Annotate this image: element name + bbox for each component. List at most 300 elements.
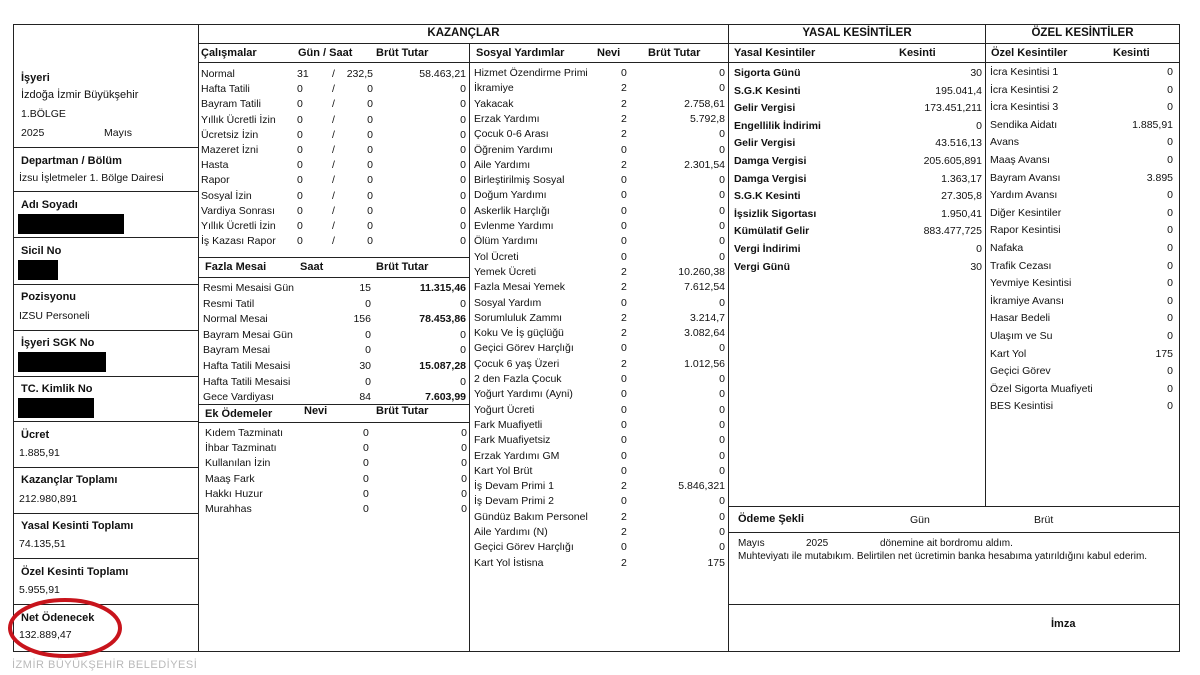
row-saat: 0 (367, 128, 373, 141)
row-brut: 0 (719, 128, 725, 141)
row-saat: 30 (359, 360, 371, 372)
period-year: 2025 (21, 127, 45, 139)
row-label: İşsizlik Sigortası (734, 207, 817, 220)
row-label: Kart Yol (990, 347, 1027, 360)
row-nevi: 0 (363, 503, 369, 515)
table-row (990, 364, 1173, 379)
row-brut: 0 (719, 510, 725, 523)
row-brut: 5.792,8 (689, 112, 725, 125)
yasal-total-label: Yasal Kesinti Toplamı (21, 520, 134, 532)
table-row (734, 260, 982, 275)
row-saat: 15 (359, 282, 371, 294)
row-label: Hasar Bedeli (990, 312, 1051, 325)
row-kesinti: 883.477,725 (923, 225, 982, 238)
row-label: İş Devam Primi 1 (474, 480, 554, 493)
table-row (474, 540, 725, 555)
row-brut: 0 (719, 220, 725, 232)
row-brut: 0 (719, 418, 725, 431)
row-nevi: 0 (621, 449, 627, 462)
row-gun: 0 (297, 174, 303, 187)
footer-logo-text: İZMİR BÜYÜKŞEHİR BELEDİYESİ (12, 659, 198, 671)
row-label: Kullanılan İzin (205, 457, 271, 470)
row-brut: 11.315,46 (419, 282, 466, 294)
table-row (990, 294, 1173, 309)
period-month: Mayıs (104, 127, 133, 139)
row-label: Hizmet Özendirme Primi (474, 67, 588, 79)
row-label: Maaş Avansı (990, 154, 1050, 166)
row-label: Bayram Tatili (201, 98, 261, 111)
sgk-redacted (18, 352, 106, 372)
tc-redacted (18, 398, 94, 418)
row-nevi: 0 (621, 189, 627, 202)
row-label: Rapor Kesintisi (990, 224, 1061, 237)
row-nevi: 2 (621, 265, 627, 278)
table-row (474, 219, 725, 234)
row-kesinti: 0 (1167, 365, 1173, 378)
row-nevi: 0 (621, 250, 627, 263)
table-row (474, 510, 725, 525)
adsoyad-label: Adı Soyadı (21, 199, 78, 211)
row-gun: 0 (297, 83, 303, 96)
table-row (734, 84, 982, 99)
row-kesinti: 173.451,211 (924, 102, 982, 115)
row-brut: 15.087,28 (419, 360, 466, 372)
row-gun: 31 (297, 68, 309, 80)
table-row (474, 127, 725, 142)
table-row (203, 281, 466, 296)
row-nevi: 0 (363, 472, 369, 485)
fazla-h-brut: Brüt Tutar (376, 261, 429, 273)
row-label: Aile Yardımı (N) (474, 526, 548, 538)
row-brut: 2.301,54 (684, 158, 725, 171)
yasal-header: YASAL KESİNTİLER (802, 27, 912, 39)
row-label: Erzak Yardımı (474, 112, 540, 125)
isyeri-label: İşyeri (21, 72, 50, 84)
row-kesinti: 1.885,91 (1132, 118, 1173, 131)
row-saat: 84 (359, 391, 371, 404)
row-nevi: 2 (621, 158, 627, 171)
row-brut: 0 (460, 83, 466, 96)
row-label: Sendika Aidatı (990, 118, 1058, 131)
table-row (734, 242, 982, 257)
row-nevi: 0 (363, 427, 369, 439)
row-label: Yardım Avansı (990, 189, 1058, 202)
table-row (990, 223, 1173, 238)
row-label: Rapor (201, 174, 230, 187)
table-row (990, 241, 1173, 256)
row-label: 2 den Fazla Çocuk (474, 373, 562, 385)
row-label: Sorumluluk Zammı (474, 311, 563, 324)
table-row (201, 173, 466, 188)
row-nevi: 0 (621, 495, 627, 508)
row-brut: 0 (460, 128, 466, 141)
row-nevi: 0 (621, 204, 627, 217)
table-row (201, 143, 466, 158)
table-row (201, 189, 466, 204)
table-row (474, 341, 725, 356)
row-label: Ücretsiz İzin (201, 128, 259, 141)
row-brut: 0 (719, 174, 725, 187)
row-brut: 0 (719, 373, 725, 385)
table-row (205, 502, 467, 517)
row-brut: 0 (719, 296, 725, 309)
yasal-h-val: Kesinti (899, 47, 936, 59)
row-nevi: 0 (621, 373, 627, 385)
table-row (474, 479, 725, 494)
row-kesinti: 27.305,8 (941, 190, 982, 203)
row-label: Geçici Görev (990, 365, 1051, 378)
row-label: Çocuk 6 yaş Üzeri (474, 357, 560, 370)
row-gun: 0 (297, 98, 303, 111)
table-row (205, 441, 467, 456)
separator-slash: / (332, 113, 335, 126)
row-label: Kıdem Tazminatı (205, 427, 284, 439)
row-brut: 0 (719, 541, 725, 554)
row-label: İhbar Tazminatı (205, 442, 277, 455)
ek-h-nevi: Nevi (304, 405, 328, 417)
kazanc-total-value: 212.980,891 (19, 493, 78, 505)
table-row (201, 113, 466, 128)
row-brut: 3.214,7 (689, 311, 725, 324)
row-gun: 0 (297, 128, 303, 141)
row-saat: 0 (367, 83, 373, 96)
net-label: Net Ödenecek (21, 612, 95, 624)
row-nevi: 0 (363, 457, 369, 470)
row-nevi: 2 (621, 97, 627, 110)
table-row (474, 449, 725, 464)
row-gun: 0 (297, 113, 303, 126)
row-nevi: 0 (621, 541, 627, 554)
yasal-total-value: 74.135,51 (19, 538, 66, 550)
row-brut: 0 (460, 297, 466, 310)
row-brut: 58.463,21 (419, 68, 466, 80)
row-kesinti: 0 (1167, 224, 1173, 237)
table-row (474, 372, 725, 387)
row-label: İcra Kesintisi 3 (990, 101, 1059, 114)
row-label: Gelir Vergisi (734, 102, 796, 115)
row-label: Maaş Fark (205, 472, 255, 485)
row-label: Yemek Ücreti (474, 265, 537, 278)
row-label: Yıllık Ücretli İzin (201, 220, 276, 232)
row-label: Yoğurt Ücreti (474, 403, 535, 416)
row-brut: 3.082,64 (684, 327, 725, 340)
row-brut: 0 (461, 503, 467, 515)
row-nevi: 0 (621, 143, 627, 156)
table-row (474, 464, 725, 479)
table-row (990, 153, 1173, 168)
row-label: Erzak Yardımı GM (474, 449, 560, 462)
table-row (734, 189, 982, 204)
table-row (474, 250, 725, 265)
row-label: Hakkı Huzur (205, 487, 263, 500)
fazla-h-name: Fazla Mesai (205, 261, 267, 273)
ozel-total-value: 5.955,91 (19, 584, 60, 596)
row-nevi: 0 (621, 67, 627, 79)
table-row (474, 204, 725, 219)
row-kesinti: 175 (1155, 347, 1173, 360)
row-label: Aile Yardımı (474, 158, 531, 171)
row-brut: 0 (460, 344, 466, 357)
row-label: Mazeret İzni (201, 144, 259, 156)
row-nevi: 0 (621, 388, 627, 401)
table-row (203, 343, 466, 358)
row-saat: 0 (367, 113, 373, 126)
ozel-h-name: Özel Kesintiler (991, 47, 1068, 59)
row-brut: 0 (719, 434, 725, 447)
row-label: Resmi Mesaisi Gün (203, 282, 295, 294)
row-brut: 0 (461, 472, 467, 485)
row-brut: 78.453,86 (419, 313, 466, 326)
separator-slash: / (332, 98, 335, 111)
row-label: İş Kazası Rapor (201, 235, 276, 248)
row-brut: 0 (460, 144, 466, 156)
row-nevi: 0 (621, 296, 627, 309)
row-brut: 0 (460, 328, 466, 341)
table-row (205, 456, 467, 471)
row-brut: 0 (719, 82, 725, 95)
table-row (203, 359, 466, 374)
row-label: Fark Muafiyetli (474, 418, 543, 431)
ucret-label: Ücret (21, 429, 50, 441)
row-label: İkramiye (474, 82, 514, 95)
table-row (734, 154, 982, 169)
row-kesinti: 0 (1167, 83, 1173, 96)
row-nevi: 0 (621, 235, 627, 248)
sosyal-h-brut: Brüt Tutar (648, 47, 701, 59)
adsoyad-redacted (18, 214, 124, 234)
net-highlight-circle (6, 596, 124, 660)
calisma-h-gun: Gün / Saat (298, 47, 353, 59)
row-label: Murahhas (205, 503, 252, 515)
table-row (990, 347, 1173, 362)
row-gun: 0 (297, 189, 303, 202)
table-row (203, 297, 466, 312)
row-saat: 156 (353, 313, 371, 326)
row-gun: 0 (297, 204, 303, 217)
row-brut: 0 (719, 250, 725, 263)
row-label: Yoğurt Yardımı (Ayni) (474, 388, 573, 401)
table-row (734, 66, 982, 81)
table-row (201, 128, 466, 143)
row-brut: 0 (460, 220, 466, 232)
table-row (203, 328, 466, 343)
row-saat: 0 (367, 144, 373, 156)
table-row (474, 112, 725, 127)
row-label: İcra Kesintisi 1 (990, 66, 1059, 78)
table-row (990, 100, 1173, 115)
table-row (990, 135, 1173, 150)
row-label: Normal Mesai (203, 313, 268, 326)
row-label: S.G.K Kesinti (734, 190, 801, 203)
row-kesinti: 0 (1167, 101, 1173, 114)
row-label: Nafaka (990, 242, 1024, 254)
row-brut: 0 (461, 457, 467, 470)
table-row (990, 329, 1173, 344)
table-row (201, 82, 466, 97)
row-kesinti: 43.516,13 (935, 137, 982, 150)
sicil-label: Sicil No (21, 245, 62, 257)
row-nevi: 2 (621, 357, 627, 370)
table-row (474, 357, 725, 372)
row-label: Evlenme Yardımı (474, 220, 554, 232)
row-label: Doğum Yardımı (474, 189, 547, 202)
row-brut: 0 (460, 98, 466, 111)
row-saat: 0 (367, 204, 373, 217)
table-row (201, 204, 466, 219)
table-row (474, 326, 725, 341)
table-row (990, 188, 1173, 203)
ucret-value: 1.885,91 (19, 447, 60, 459)
row-label: Yakacak (474, 97, 514, 110)
row-label: Damga Vergisi (734, 172, 807, 185)
row-kesinti: 1.363,17 (941, 172, 982, 185)
row-saat: 0 (365, 344, 371, 357)
bolge: 1.BÖLGE (21, 108, 66, 120)
row-brut: 0 (461, 427, 467, 439)
table-row (990, 65, 1173, 80)
table-row (474, 433, 725, 448)
table-row (474, 158, 725, 173)
row-label: Vardiya Sonrası (201, 204, 275, 217)
table-row (474, 296, 725, 311)
row-nevi: 2 (621, 281, 627, 294)
row-kesinti: 0 (1167, 66, 1173, 78)
table-row (205, 472, 467, 487)
table-row (734, 172, 982, 187)
separator-slash: / (332, 189, 335, 202)
pozisyon-label: Pozisyonu (21, 291, 77, 303)
row-label: İkramiye Avansı (990, 294, 1064, 307)
table-row (990, 311, 1173, 326)
kazanclar-header: KAZANÇLAR (427, 27, 500, 39)
row-kesinti: 0 (1167, 189, 1173, 202)
table-row (734, 136, 982, 151)
row-kesinti: 0 (976, 243, 982, 255)
row-nevi: 2 (621, 480, 627, 493)
row-saat: 0 (365, 328, 371, 341)
row-saat: 232,5 (346, 68, 373, 80)
row-label: İş Devam Primi 2 (474, 495, 554, 508)
row-gun: 0 (297, 235, 303, 248)
table-row (474, 418, 725, 433)
row-label: BES Kesintisi (990, 400, 1054, 413)
row-brut: 0 (460, 204, 466, 217)
pozisyon-value: IZSU Personeli (19, 310, 90, 322)
row-label: Normal (201, 68, 235, 80)
row-nevi: 0 (621, 434, 627, 447)
table-row (990, 171, 1173, 186)
table-row (474, 556, 725, 571)
row-label: İcra Kesintisi 2 (990, 83, 1059, 96)
row-label: Gündüz Bakım Personel (474, 510, 588, 523)
table-row (474, 234, 725, 249)
row-kesinti: 0 (1167, 154, 1173, 166)
row-kesinti: 0 (1167, 400, 1173, 413)
row-kesinti: 0 (1167, 382, 1173, 395)
separator-slash: / (332, 174, 335, 187)
row-label: Engellilik İndirimi (734, 119, 821, 132)
table-row (734, 119, 982, 134)
table-row (474, 81, 725, 96)
table-row (990, 206, 1173, 221)
row-brut: 0 (460, 113, 466, 126)
table-row (205, 487, 467, 502)
row-kesinti: 0 (1167, 259, 1173, 272)
row-label: Kart Yol İstisna (474, 556, 544, 569)
row-nevi: 0 (621, 464, 627, 477)
row-label: Gece Vardiyası (203, 391, 275, 404)
row-label: S.G.K Kesinti (734, 84, 801, 97)
table-row (474, 66, 725, 81)
ek-h-brut: Brüt Tutar (376, 405, 429, 417)
row-label: Sosyal İzin (201, 189, 252, 202)
row-label: Sosyal Yardım (474, 296, 542, 309)
row-nevi: 0 (621, 220, 627, 232)
table-row (990, 259, 1173, 274)
row-label: Vergi Günü (734, 260, 791, 273)
table-row (474, 280, 725, 295)
separator-slash: / (332, 144, 335, 156)
row-brut: 1.012,56 (684, 357, 725, 370)
row-kesinti: 195.041,4 (935, 84, 982, 97)
odeme-month: Mayıs (738, 538, 765, 549)
imza-label: İmza (1051, 618, 1076, 630)
row-label: Fazla Mesai Yemek (474, 281, 566, 294)
row-nevi: 2 (621, 112, 627, 125)
row-label: Ölüm Yardımı (474, 235, 538, 248)
row-brut: 0 (460, 159, 466, 172)
row-label: Yevmiye Kesintisi (990, 277, 1072, 290)
row-brut: 0 (460, 375, 466, 388)
row-brut: 0 (719, 342, 725, 355)
row-brut: 0 (719, 143, 725, 156)
table-row (734, 224, 982, 239)
row-label: Geçici Görev Harçlığı (474, 541, 574, 554)
row-saat: 0 (367, 189, 373, 202)
row-nevi: 2 (621, 556, 627, 569)
row-kesinti: 205.605,891 (923, 155, 982, 167)
row-kesinti: 0 (1167, 330, 1173, 342)
separator-slash: / (332, 128, 335, 141)
row-nevi: 0 (363, 442, 369, 455)
separator-slash: / (332, 68, 335, 80)
row-label: Birleştirilmiş Sosyal (474, 174, 565, 187)
row-label: Resmi Tatil (203, 297, 255, 310)
row-label: Sigorta Günü (734, 67, 801, 79)
row-label: Yol Ücreti (474, 250, 519, 263)
row-brut: 0 (461, 487, 467, 500)
separator-slash: / (332, 83, 335, 96)
isyeri-name: İzdoğa İzmir Büyükşehir (21, 89, 139, 101)
row-brut: 0 (460, 189, 466, 202)
table-row (201, 97, 466, 112)
row-label: Kümülatif Gelir (734, 225, 810, 238)
row-saat: 0 (367, 220, 373, 232)
ek-h-name: Ek Ödemeler (205, 408, 273, 420)
table-row (990, 118, 1173, 133)
net-value: 132.889,47 (19, 629, 72, 641)
row-kesinti: 30 (970, 67, 982, 79)
row-label: Hasta (201, 159, 229, 172)
row-brut: 0 (719, 403, 725, 416)
table-row (205, 426, 467, 441)
table-row (474, 173, 725, 188)
row-brut: 0 (719, 204, 725, 217)
row-brut: 0 (719, 189, 725, 202)
row-saat: 0 (367, 235, 373, 248)
row-label: Hafta Tatili Mesaisi (203, 360, 291, 372)
row-nevi: 0 (621, 418, 627, 431)
